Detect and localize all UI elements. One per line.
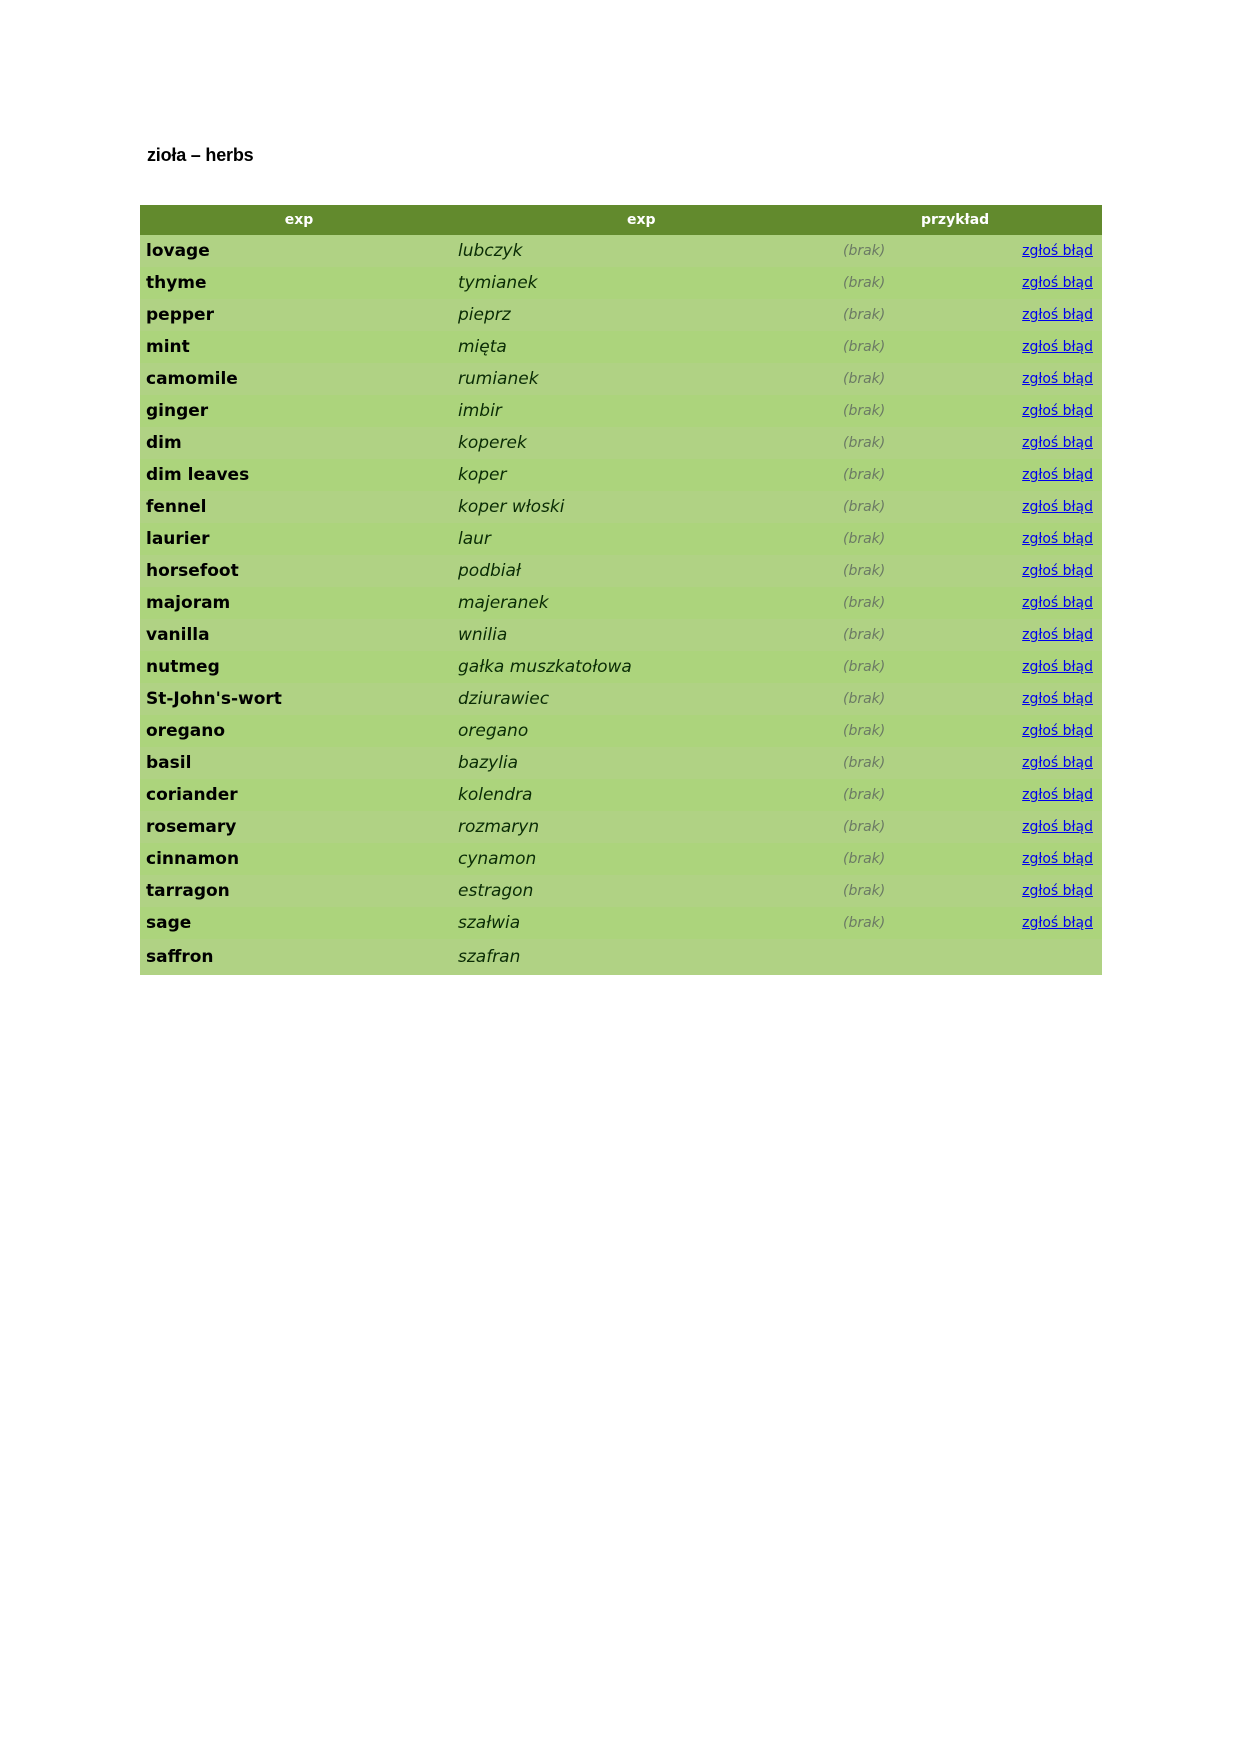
table-row xyxy=(140,491,1102,523)
english-word: laurier xyxy=(146,529,210,549)
report-cell xyxy=(992,491,1102,523)
report-cell xyxy=(992,843,1102,875)
example-value: (brak) xyxy=(843,403,886,419)
report-error-link[interactable]: zgłoś błąd xyxy=(1022,435,1093,451)
english-word: tarragon xyxy=(146,881,230,901)
english-word: mint xyxy=(146,337,190,357)
report-error-link[interactable]: zgłoś błąd xyxy=(1022,531,1093,547)
example-value: (brak) xyxy=(843,339,886,355)
report-error-link[interactable]: zgłoś błąd xyxy=(1022,819,1093,835)
table-header xyxy=(140,205,1102,235)
table-row xyxy=(140,843,1102,875)
table-row xyxy=(140,331,1102,363)
example-value: (brak) xyxy=(843,371,886,387)
table-row xyxy=(140,939,1102,975)
polish-translation: mięta xyxy=(458,337,507,357)
english-word: nutmeg xyxy=(146,657,220,677)
report-cell xyxy=(992,587,1102,619)
example-value: (brak) xyxy=(843,307,886,323)
report-cell xyxy=(992,299,1102,331)
polish-translation: imbir xyxy=(458,401,502,421)
table-row xyxy=(140,523,1102,555)
table-row xyxy=(140,811,1102,843)
english-word: oregano xyxy=(146,721,226,741)
example-value: (brak) xyxy=(843,467,886,483)
report-cell xyxy=(992,779,1102,811)
table-row xyxy=(140,907,1102,939)
table-row xyxy=(140,235,1102,267)
table-row xyxy=(140,395,1102,427)
polish-translation: oregano xyxy=(458,721,529,741)
report-cell xyxy=(992,427,1102,459)
table-row xyxy=(140,299,1102,331)
example-value: (brak) xyxy=(843,787,886,803)
table-row xyxy=(140,715,1102,747)
polish-translation: laur xyxy=(458,529,491,549)
example-value: (brak) xyxy=(843,275,886,291)
table-row xyxy=(140,267,1102,299)
report-error-link[interactable]: zgłoś błąd xyxy=(1022,691,1093,707)
polish-translation: dziurawiec xyxy=(458,689,550,709)
example-value: (brak) xyxy=(843,243,886,259)
report-cell xyxy=(992,267,1102,299)
table-row xyxy=(140,779,1102,811)
table-row xyxy=(140,587,1102,619)
table-row xyxy=(140,875,1102,907)
polish-translation: lubczyk xyxy=(458,241,523,261)
report-cell xyxy=(992,555,1102,587)
report-error-link[interactable]: zgłoś błąd xyxy=(1022,243,1093,259)
page-title: zioła – herbs xyxy=(147,145,254,165)
report-error-link[interactable]: zgłoś błąd xyxy=(1022,595,1093,611)
example-value: (brak) xyxy=(843,755,886,771)
report-cell xyxy=(992,619,1102,651)
report-cell xyxy=(992,331,1102,363)
english-word: lovage xyxy=(146,241,210,261)
english-word: saffron xyxy=(146,947,214,967)
english-word: dim leaves xyxy=(146,465,250,485)
polish-translation: koper włoski xyxy=(458,497,565,517)
report-error-link[interactable]: zgłoś błąd xyxy=(1022,659,1093,675)
report-error-link[interactable]: zgłoś błąd xyxy=(1022,307,1093,323)
example-value xyxy=(839,939,992,975)
report-error-link[interactable]: zgłoś błąd xyxy=(1022,755,1093,771)
example-value: (brak) xyxy=(843,691,886,707)
report-error-link[interactable]: zgłoś błąd xyxy=(1022,275,1093,291)
polish-translation: majeranek xyxy=(458,593,549,613)
english-word: rosemary xyxy=(146,817,237,837)
report-error-link[interactable]: zgłoś błąd xyxy=(1022,787,1093,803)
example-value: (brak) xyxy=(843,659,886,675)
report-error-link[interactable]: zgłoś błąd xyxy=(1022,883,1093,899)
report-cell xyxy=(992,651,1102,683)
english-word: coriander xyxy=(146,785,238,805)
report-cell xyxy=(992,715,1102,747)
polish-translation: cynamon xyxy=(458,849,537,869)
report-cell xyxy=(992,875,1102,907)
table-row xyxy=(140,427,1102,459)
english-word: sage xyxy=(146,913,192,933)
polish-translation: rumianek xyxy=(458,369,539,389)
report-error-link[interactable]: zgłoś błąd xyxy=(1022,467,1093,483)
report-error-link[interactable]: zgłoś błąd xyxy=(1022,851,1093,867)
example-value: (brak) xyxy=(843,915,886,931)
report-cell xyxy=(992,459,1102,491)
polish-translation: szafran xyxy=(458,947,521,967)
example-value: (brak) xyxy=(843,883,886,899)
table-header-row xyxy=(140,205,1102,235)
english-word: ginger xyxy=(146,401,209,421)
report-cell xyxy=(992,683,1102,715)
example-value: (brak) xyxy=(843,531,886,547)
english-word: basil xyxy=(146,753,192,773)
example-value: (brak) xyxy=(843,819,886,835)
polish-translation: gałka muszkatołowa xyxy=(458,657,632,677)
header-example: przykład xyxy=(839,205,1102,235)
polish-translation: wnilia xyxy=(458,625,508,645)
english-word: camomile xyxy=(146,369,238,389)
report-cell xyxy=(992,939,1102,975)
polish-translation: rozmaryn xyxy=(458,817,540,837)
report-cell xyxy=(992,235,1102,267)
english-word: horsefoot xyxy=(146,561,239,581)
english-word: cinnamon xyxy=(146,849,240,869)
example-value: (brak) xyxy=(843,499,886,515)
report-error-link[interactable]: zgłoś błąd xyxy=(1022,563,1093,579)
polish-translation: tymianek xyxy=(458,273,538,293)
example-value: (brak) xyxy=(843,723,886,739)
report-error-link[interactable]: zgłoś błąd xyxy=(1022,371,1093,387)
polish-translation: estragon xyxy=(458,881,534,901)
polish-translation: bazylia xyxy=(458,753,519,773)
polish-translation: kolendra xyxy=(458,785,533,805)
english-word: St-John's-wort xyxy=(146,689,282,709)
english-word: pepper xyxy=(146,305,214,325)
report-cell xyxy=(992,395,1102,427)
report-error-link[interactable]: zgłoś błąd xyxy=(1022,723,1093,739)
polish-translation: koper xyxy=(458,465,507,485)
table-row xyxy=(140,363,1102,395)
report-cell xyxy=(992,907,1102,939)
header-english: exp xyxy=(140,205,458,235)
table-row xyxy=(140,459,1102,491)
example-value: (brak) xyxy=(843,627,886,643)
polish-translation: koperek xyxy=(458,433,527,453)
english-word: fennel xyxy=(146,497,207,517)
english-word: dim xyxy=(146,433,182,453)
table-row xyxy=(140,619,1102,651)
example-value: (brak) xyxy=(843,851,886,867)
report-error-link[interactable]: zgłoś błąd xyxy=(1022,915,1093,931)
example-value: (brak) xyxy=(843,563,886,579)
english-word: vanilla xyxy=(146,625,210,645)
report-error-link[interactable]: zgłoś błąd xyxy=(1022,627,1093,643)
example-value: (brak) xyxy=(843,595,886,611)
example-value: (brak) xyxy=(843,435,886,451)
report-error-link[interactable]: zgłoś błąd xyxy=(1022,403,1093,419)
table-row xyxy=(140,651,1102,683)
table-row xyxy=(140,683,1102,715)
header-polish: exp xyxy=(458,205,839,235)
report-error-link[interactable]: zgłoś błąd xyxy=(1022,499,1093,515)
table-row xyxy=(140,555,1102,587)
table-row xyxy=(140,747,1102,779)
report-cell xyxy=(992,811,1102,843)
report-cell xyxy=(992,363,1102,395)
report-cell xyxy=(992,747,1102,779)
table-body xyxy=(140,235,1102,975)
report-error-link[interactable]: zgłoś błąd xyxy=(1022,339,1093,355)
english-word: majoram xyxy=(146,593,231,613)
vocabulary-table xyxy=(140,205,1102,975)
english-word: thyme xyxy=(146,273,207,293)
report-cell xyxy=(992,523,1102,555)
polish-translation: pieprz xyxy=(458,305,511,325)
polish-translation: szałwia xyxy=(458,913,521,933)
polish-translation: podbiał xyxy=(458,561,521,581)
